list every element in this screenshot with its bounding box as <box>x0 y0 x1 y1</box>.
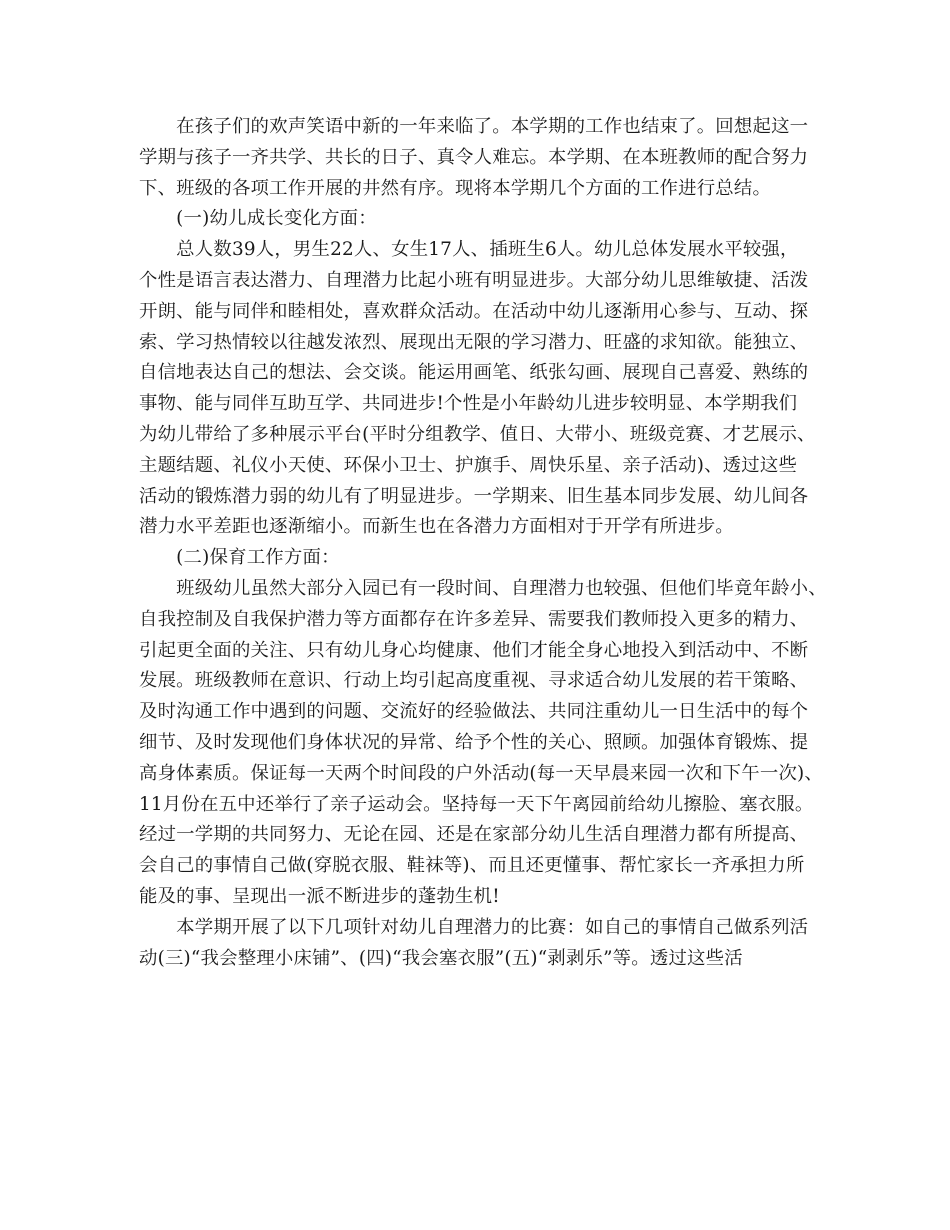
text-line: 主题结题、礼仪小天使、环保小卫士、护旗手、周快乐星、亲子活动)、透过这些 <box>139 454 798 476</box>
text-line: 高身体素质。保证每一天两个时间段的户外活动(每一天早晨来园一次和下午一次)、 <box>139 762 824 784</box>
text-line: 11月份在五中还举行了亲子运动会。坚持每一天下午离园前给幼儿擦脸、塞衣服。 <box>139 793 814 815</box>
text-line: 发展。班级教师在意识、行动上均引起高度重视、寻求适合幼儿发展的若干策略、 <box>139 670 809 692</box>
text-line: 潜力水平差距也逐渐缩小。而新生也在各潜力方面相对于开学有所进步。 <box>139 516 734 538</box>
text-line: 为幼儿带给了多种展示平台(平时分组教学、值日、大带小、班级竞赛、才艺展示、 <box>139 423 816 445</box>
text-line: 索、学习热情较以往越发浓烈、展现出无限的学习潜力、旺盛的求知欲。能独立、 <box>139 331 809 353</box>
section-heading: (二)保育工作方面： <box>139 547 340 569</box>
section-heading: (一)幼儿成长变化方面： <box>139 208 377 230</box>
text-line: 在孩子们的欢声笑语中新的一年来临了。本学期的工作也结束了。回想起这一 <box>139 116 809 137</box>
text-line: 动(三)“我会整理小床铺”、(四)“我会塞衣服”(五)“剥剥乐”等。透过这些活 <box>139 947 743 969</box>
text-line: 下、班级的各项工作开展的井然有序。现将本学期几个方面的工作进行总结。 <box>139 177 772 199</box>
text-line: 总人数39人，男生22人、女生17人、插班生6人。幼儿总体发展水平较强， <box>139 239 799 261</box>
text-line: 引起更全面的关注、只有幼儿身心均健康、他们才能全身心地投入到活动中、不断 <box>139 639 809 661</box>
text-line: 能及的事、呈现出一派不断进步的蓬勃生机! <box>139 885 500 907</box>
text-line: 会自己的事情自己做(穿脱衣服、鞋袜等)、而且还更懂事、帮忙家长一齐承担力所 <box>139 855 805 877</box>
text-line: 自我控制及自我保护潜力等方面都存在许多差异、需要我们教师投入更多的精力、 <box>139 608 809 630</box>
document-body <box>139 112 825 974</box>
text-line: 个性是语言表达潜力、自理潜力比起小班有明显进步。大部分幼儿思维敏捷、活泼 <box>139 269 809 291</box>
text-line: 活动的锻炼潜力弱的幼儿有了明显进步。一学期来、旧生基本同步发展、幼儿间各 <box>139 485 809 507</box>
text-line: 经过一学期的共同努力、无论在园、还是在家部分幼儿生活自理潜力都有所提高、 <box>139 824 809 846</box>
text-line: 事物、能与同伴互助互学、共同进步!个性是小年龄幼儿进步较明显、本学期我们 <box>139 393 798 415</box>
text-line: 自信地表达自己的想法、会交谈。能运用画笔、纸张勾画、展现自己喜爱、熟练的 <box>139 362 809 384</box>
text-line: 开朗、能与同伴和睦相处，喜欢群众活动。在活动中幼儿逐渐用心参与、互动、探 <box>139 300 809 322</box>
text-line: 本学期开展了以下几项针对幼儿自理潜力的比赛：如自己的事情自己做系列活 <box>139 916 809 938</box>
text-line: 学期与孩子一齐共学、共长的日子、真令人难忘。本学期、在本班教师的配合努力 <box>139 146 809 168</box>
text-line: 细节、及时发现他们身体状况的异常、给予个性的关心、照顾。加强体育锻炼、提 <box>139 731 809 753</box>
text-line: 及时沟通工作中遇到的问题、交流好的经验做法、共同注重幼儿一日生活中的每个 <box>139 701 809 723</box>
text-line: 班级幼儿虽然大部分入园已有一段时间、自理潜力也较强、但他们毕竟年龄小、 <box>139 577 827 599</box>
